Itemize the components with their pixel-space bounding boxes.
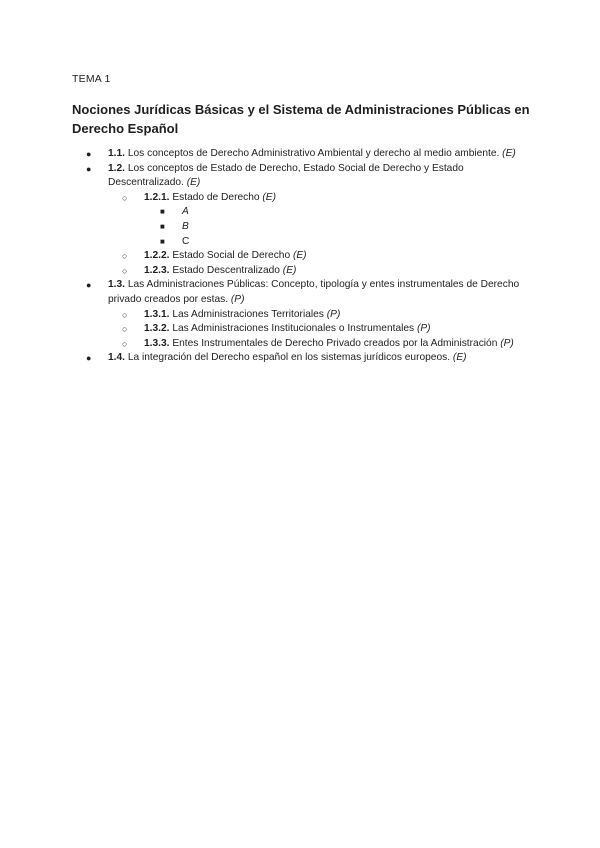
outline-item-1-2-3 [108, 264, 532, 279]
item-tag: (P) [326, 308, 341, 320]
item-tag: (P) [230, 293, 245, 305]
outline-item-1-3-3 [108, 337, 532, 352]
outline-item-c [144, 235, 532, 250]
item-text: C [182, 235, 190, 247]
item-number: 1.3.2. [144, 323, 170, 335]
item-tag: (E) [452, 352, 467, 364]
hollow-circle-bullet-icon: ○ [122, 265, 128, 276]
topic-label: TEMA 1 [72, 73, 111, 85]
item-tag: (E) [292, 250, 307, 262]
outline-item-1-2-2 [108, 249, 532, 264]
item-tag: (P) [416, 323, 431, 335]
item-text: Los conceptos de Estado de Derecho, Estado Social de Derecho y Estado Descentralizado. [108, 162, 464, 189]
sub-list-1-3 [108, 308, 532, 352]
outline-item-b [144, 220, 532, 235]
item-text: La integración del Derecho español en los sistemas jurídicos europeos. [127, 352, 451, 364]
page-title: Nociones Jurídicas Básicas y el Sistema de Administraciones Públicas en Derecho Español [72, 102, 530, 136]
item-number: 1.4. [108, 352, 125, 364]
filled-circle-bullet-icon: ● [86, 280, 92, 291]
filled-circle-bullet-icon: ● [86, 163, 92, 174]
item-tag: (P) [500, 337, 514, 349]
outline-list [72, 147, 532, 366]
item-text: Los conceptos de Derecho Administrativo Ambiental y derecho al medio ambiente. [127, 148, 500, 159]
item-number: 1.3.1. [144, 308, 170, 320]
item-number: 1.1. [108, 148, 125, 159]
item-text: A [182, 206, 189, 218]
topic-outline [72, 147, 532, 366]
square-bullet-icon: ■ [160, 221, 165, 231]
hollow-circle-bullet-icon: ○ [122, 192, 128, 203]
filled-circle-bullet-icon: ● [86, 353, 92, 364]
outline-item-1-1 [72, 147, 532, 162]
outline-item-1-3-2 [108, 322, 532, 337]
hollow-circle-bullet-icon: ○ [122, 324, 128, 335]
outline-item-1-4 [72, 351, 532, 366]
item-number: 1.3.3. [144, 337, 170, 349]
item-number: 1.2. [108, 162, 125, 174]
hollow-circle-bullet-icon: ○ [122, 338, 128, 349]
item-number: 1.2.2. [144, 250, 170, 262]
item-tag: (E) [262, 191, 276, 203]
item-number: 1.2.1. [144, 191, 170, 203]
item-text: Estado Descentralizado [172, 264, 280, 276]
item-text: B [182, 220, 189, 232]
outline-item-1-2 [72, 162, 532, 279]
hollow-circle-bullet-icon: ○ [122, 309, 128, 320]
item-text: Las Administraciones Institucionales o Instrumentales [172, 323, 415, 335]
item-text: Las Administraciones Públicas: Concepto, tipología y entes instrumentales de Derecho privado creados por estas. [108, 279, 520, 305]
outline-item-a [144, 205, 532, 220]
item-text: Estado Social de Derecho [172, 250, 291, 262]
item-text: Entes Instrumentales de Derecho Privado creados por la Administración [172, 337, 498, 349]
outline-item-1-3 [72, 278, 532, 351]
hollow-circle-bullet-icon: ○ [122, 251, 128, 262]
filled-circle-bullet-icon: ● [86, 149, 92, 159]
item-text: Las Administraciones Territoriales [172, 308, 324, 320]
sub-list-1-2 [108, 191, 532, 279]
item-number: 1.3. [108, 279, 125, 291]
item-tag: (E) [502, 148, 516, 159]
sub-list-1-2-1 [144, 205, 532, 249]
item-tag: (E) [282, 264, 297, 276]
square-bullet-icon: ■ [160, 207, 165, 217]
outline-item-1-3-1 [108, 308, 532, 323]
square-bullet-icon: ■ [160, 236, 165, 246]
item-text: Estado de Derecho [172, 191, 260, 203]
outline-item-1-2-1 [108, 191, 532, 249]
item-tag: (E) [186, 177, 201, 189]
item-number: 1.2.3. [144, 264, 170, 276]
